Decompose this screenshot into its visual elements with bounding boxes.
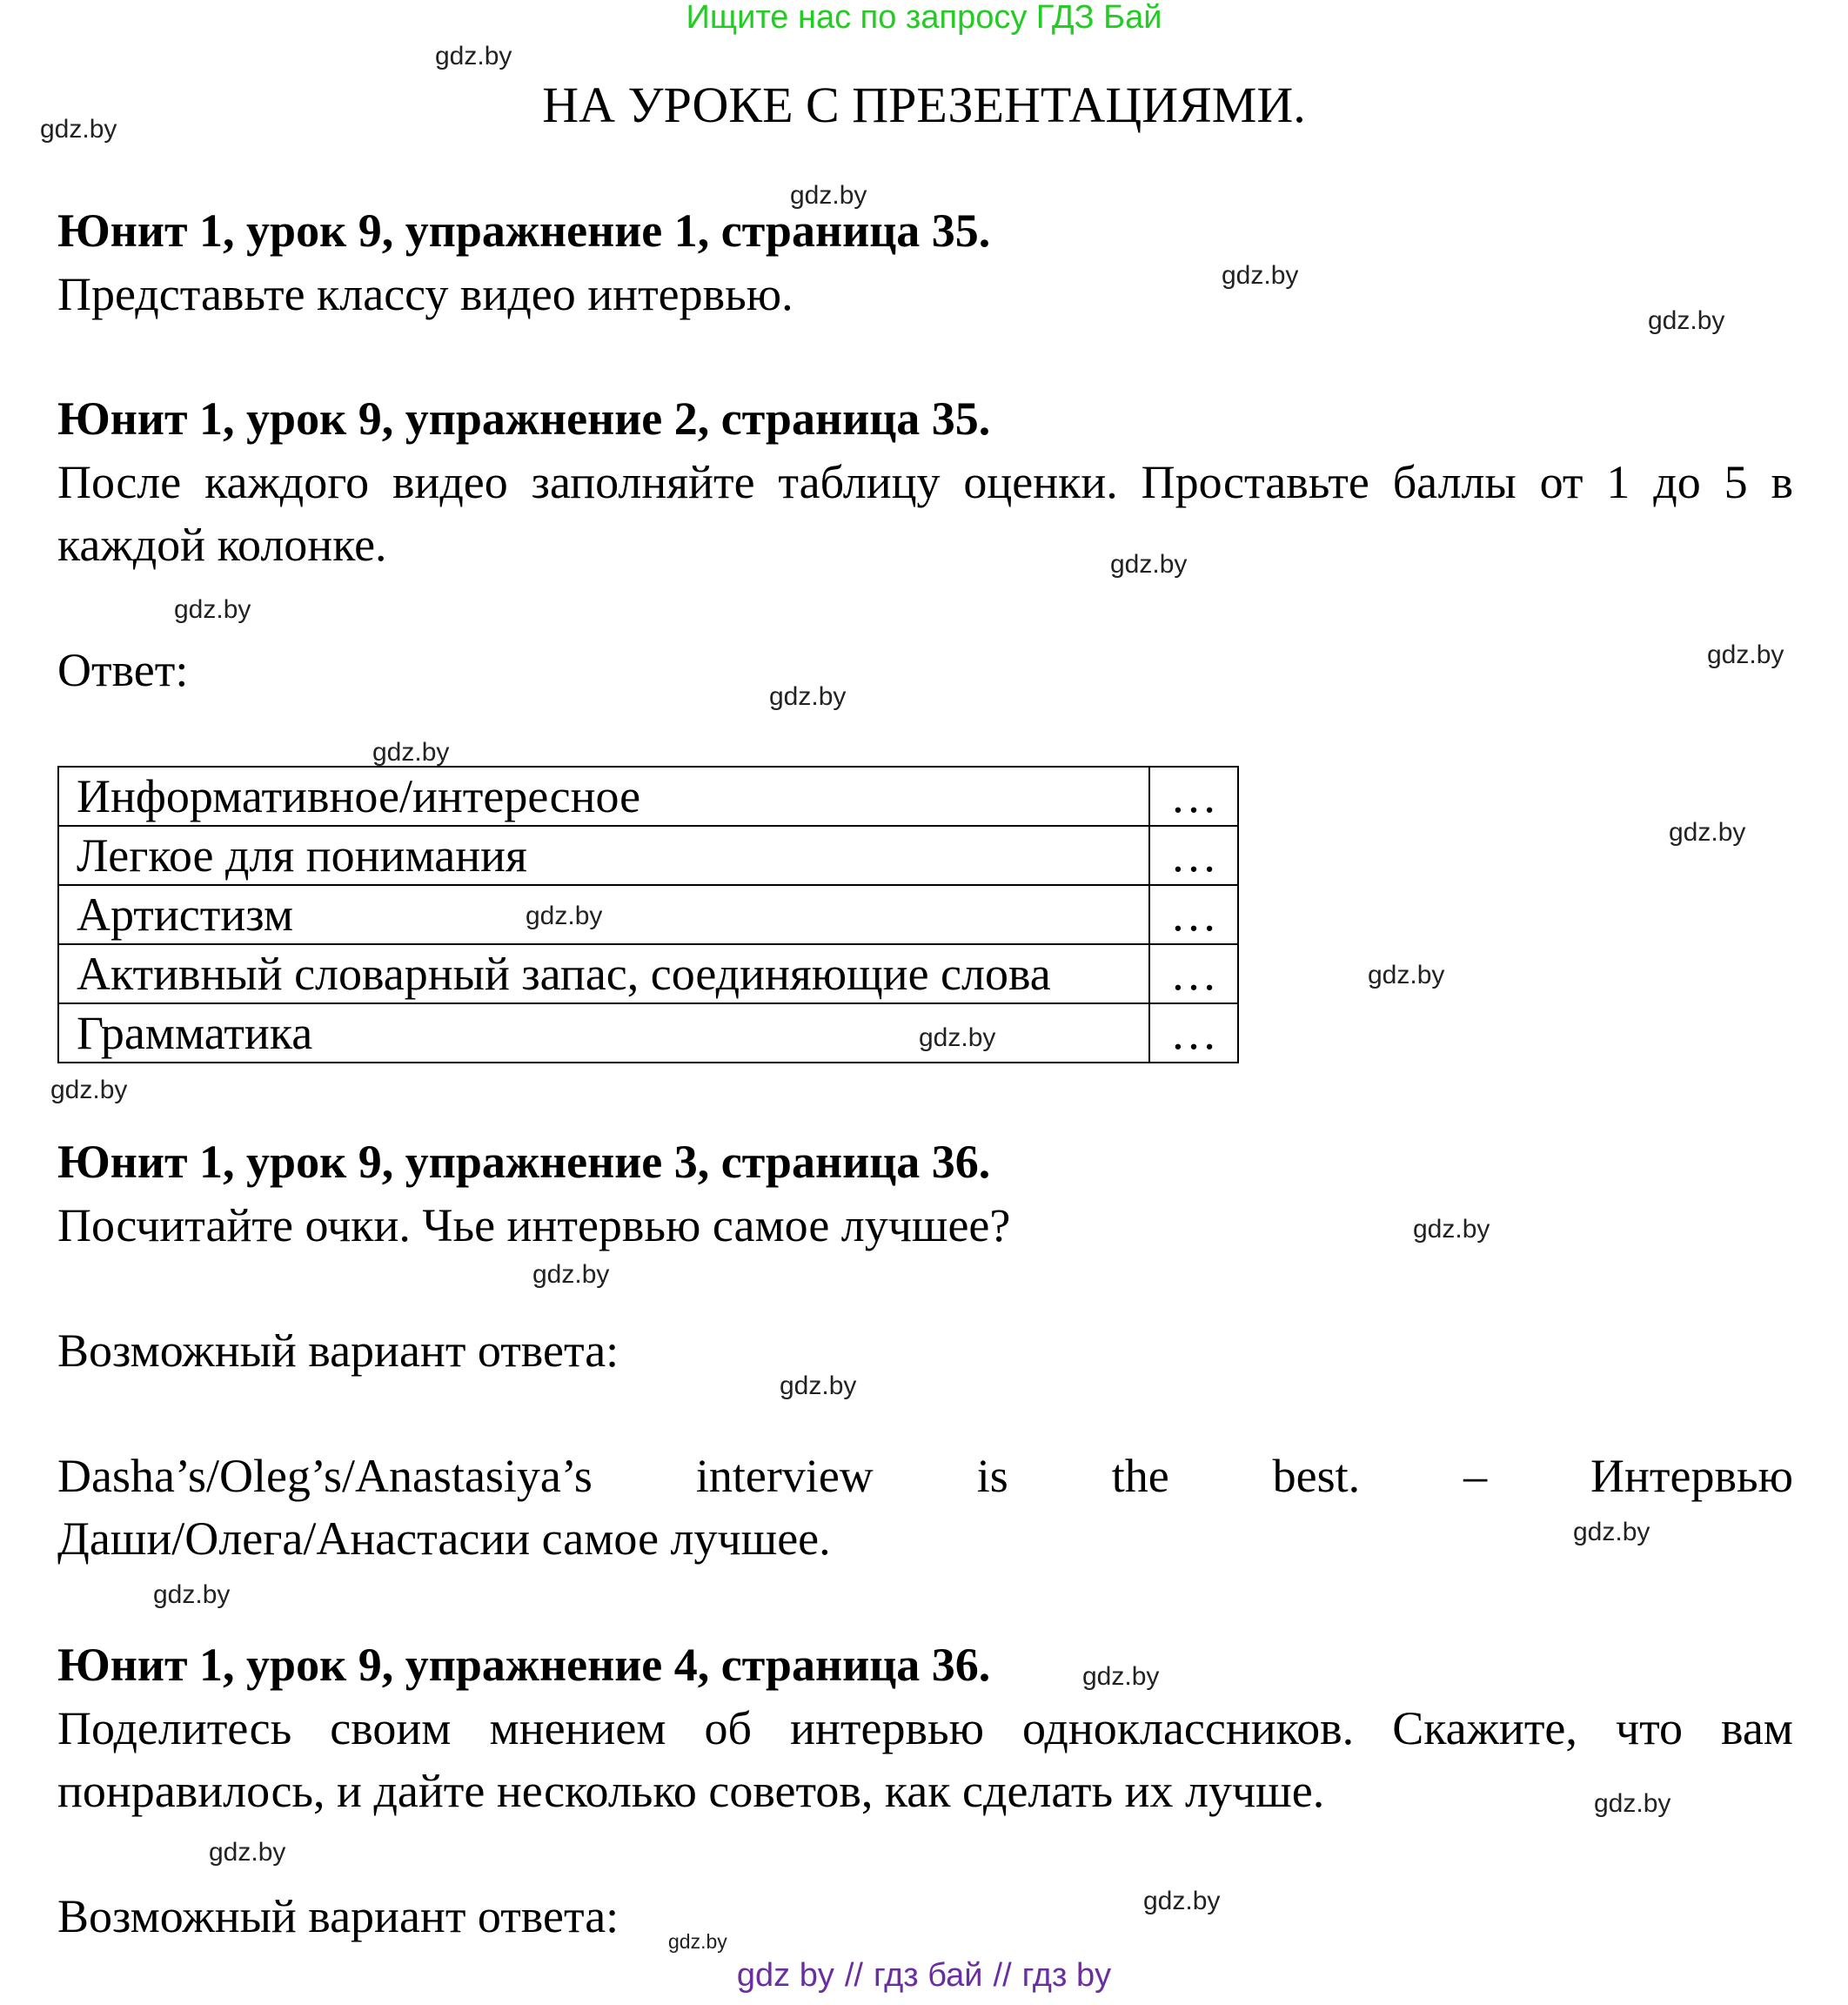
watermark: gdz.by	[209, 1838, 286, 1867]
footer-link-gdz-by[interactable]: gdz by	[736, 1957, 834, 1994]
watermark: gdz.by	[50, 1076, 128, 1104]
watermark: gdz.by	[372, 738, 450, 767]
exercise-4-answer-label: Возможный вариант ответа:	[57, 1890, 619, 1942]
exercise-3-answer-line-2: Даши/Олега/Анастасии самое лучшее.	[57, 1512, 831, 1565]
criterion-cell: Артистизм	[58, 885, 1149, 944]
exercise-3-task: Посчитайте очки. Чье интервью самое лучшее?	[57, 1199, 1011, 1251]
table-row	[58, 944, 1238, 1003]
exercise-2-task-line-2: каждой колонке.	[57, 519, 387, 571]
watermark: gdz.by	[1222, 261, 1299, 290]
watermark: gdz.by	[532, 1260, 610, 1289]
exercise-4-task-line-1: Поделитесь своим мнением об интервью одноклассников. Скажите, что вам	[57, 1702, 1793, 1754]
exercise-2-heading: Юнит 1, урок 9, упражнение 2, страница 35.	[57, 392, 991, 445]
watermark: gdz.by	[1413, 1215, 1490, 1244]
criterion-cell: Активный словарный запас, соединяющие слова	[58, 944, 1149, 1003]
watermark: gdz.by	[153, 1580, 231, 1609]
rating-table	[57, 766, 1239, 1063]
watermark: gdz.by	[1368, 961, 1445, 989]
exercise-4-heading: Юнит 1, урок 9, упражнение 4, страница 36.	[57, 1639, 991, 1691]
watermark: gdz.by	[780, 1371, 857, 1400]
exercise-4-task-line-2: понравилось, и дайте несколько советов, как сделать их лучше.	[57, 1765, 1325, 1817]
score-cell: …	[1149, 826, 1238, 885]
watermark: gdz.by	[40, 115, 117, 144]
watermark: gdz.by	[526, 902, 603, 930]
page-title: НА УРОКЕ С ПРЕЗЕНТАЦИЯМИ.	[542, 77, 1306, 133]
exercise-3-answer-line-1: Dasha’s/Oleg’s/Anastasiya’s interview is the best. – Интервью	[57, 1450, 1793, 1502]
exercise-3-heading: Юнит 1, урок 9, упражнение 3, страница 36.	[57, 1136, 991, 1188]
table-row	[58, 767, 1238, 826]
footer-separator: //	[993, 1957, 1012, 1994]
score-cell: …	[1149, 944, 1238, 1003]
watermark: gdz.by	[1573, 1518, 1650, 1546]
watermark: gdz.by	[790, 181, 867, 210]
score-cell: …	[1149, 767, 1238, 826]
exercise-2-answer-label: Ответ:	[57, 644, 189, 696]
exercise-2-task-line-1: После каждого видео заполняйте таблицу оценки. Проставьте баллы от 1 до 5 в	[57, 456, 1793, 508]
watermark: gdz.by	[1110, 550, 1188, 579]
exercise-1-task: Представьте классу видео интервью.	[57, 268, 793, 320]
footer-links	[0, 1956, 1848, 1995]
criterion-cell: Грамматика	[58, 1003, 1149, 1063]
search-banner[interactable]: Ищите нас по запросу ГДЗ Бай	[686, 0, 1162, 36]
footer-link-gdz-by-alt[interactable]: гдз by	[1021, 1957, 1112, 1994]
watermark: gdz.by	[174, 595, 251, 624]
criterion-cell: Легкое для понимания	[58, 826, 1149, 885]
score-cell: …	[1149, 885, 1238, 944]
score-cell: …	[1149, 1003, 1238, 1063]
criterion-cell: Информативное/интересное	[58, 767, 1149, 826]
watermark: gdz.by	[769, 682, 847, 711]
watermark: gdz.by	[1143, 1887, 1221, 1915]
table-row	[58, 885, 1238, 944]
footer-separator: //	[844, 1957, 863, 1994]
watermark: gdz.by	[668, 1930, 727, 1953]
watermark: gdz.by	[1669, 818, 1746, 847]
footer-link-gdz-bai[interactable]: гдз бай	[873, 1957, 983, 1994]
watermark: gdz.by	[919, 1023, 996, 1052]
table-row	[58, 1003, 1238, 1063]
watermark: gdz.by	[1082, 1662, 1160, 1691]
exercise-1-heading: Юнит 1, урок 9, упражнение 1, страница 35.	[57, 205, 991, 257]
watermark: gdz.by	[1594, 1789, 1671, 1818]
watermark: gdz.by	[435, 42, 512, 70]
watermark: gdz.by	[1648, 306, 1725, 335]
table-row	[58, 826, 1238, 885]
watermark: gdz.by	[1707, 640, 1784, 669]
exercise-3-answer-label: Возможный вариант ответа:	[57, 1324, 619, 1377]
